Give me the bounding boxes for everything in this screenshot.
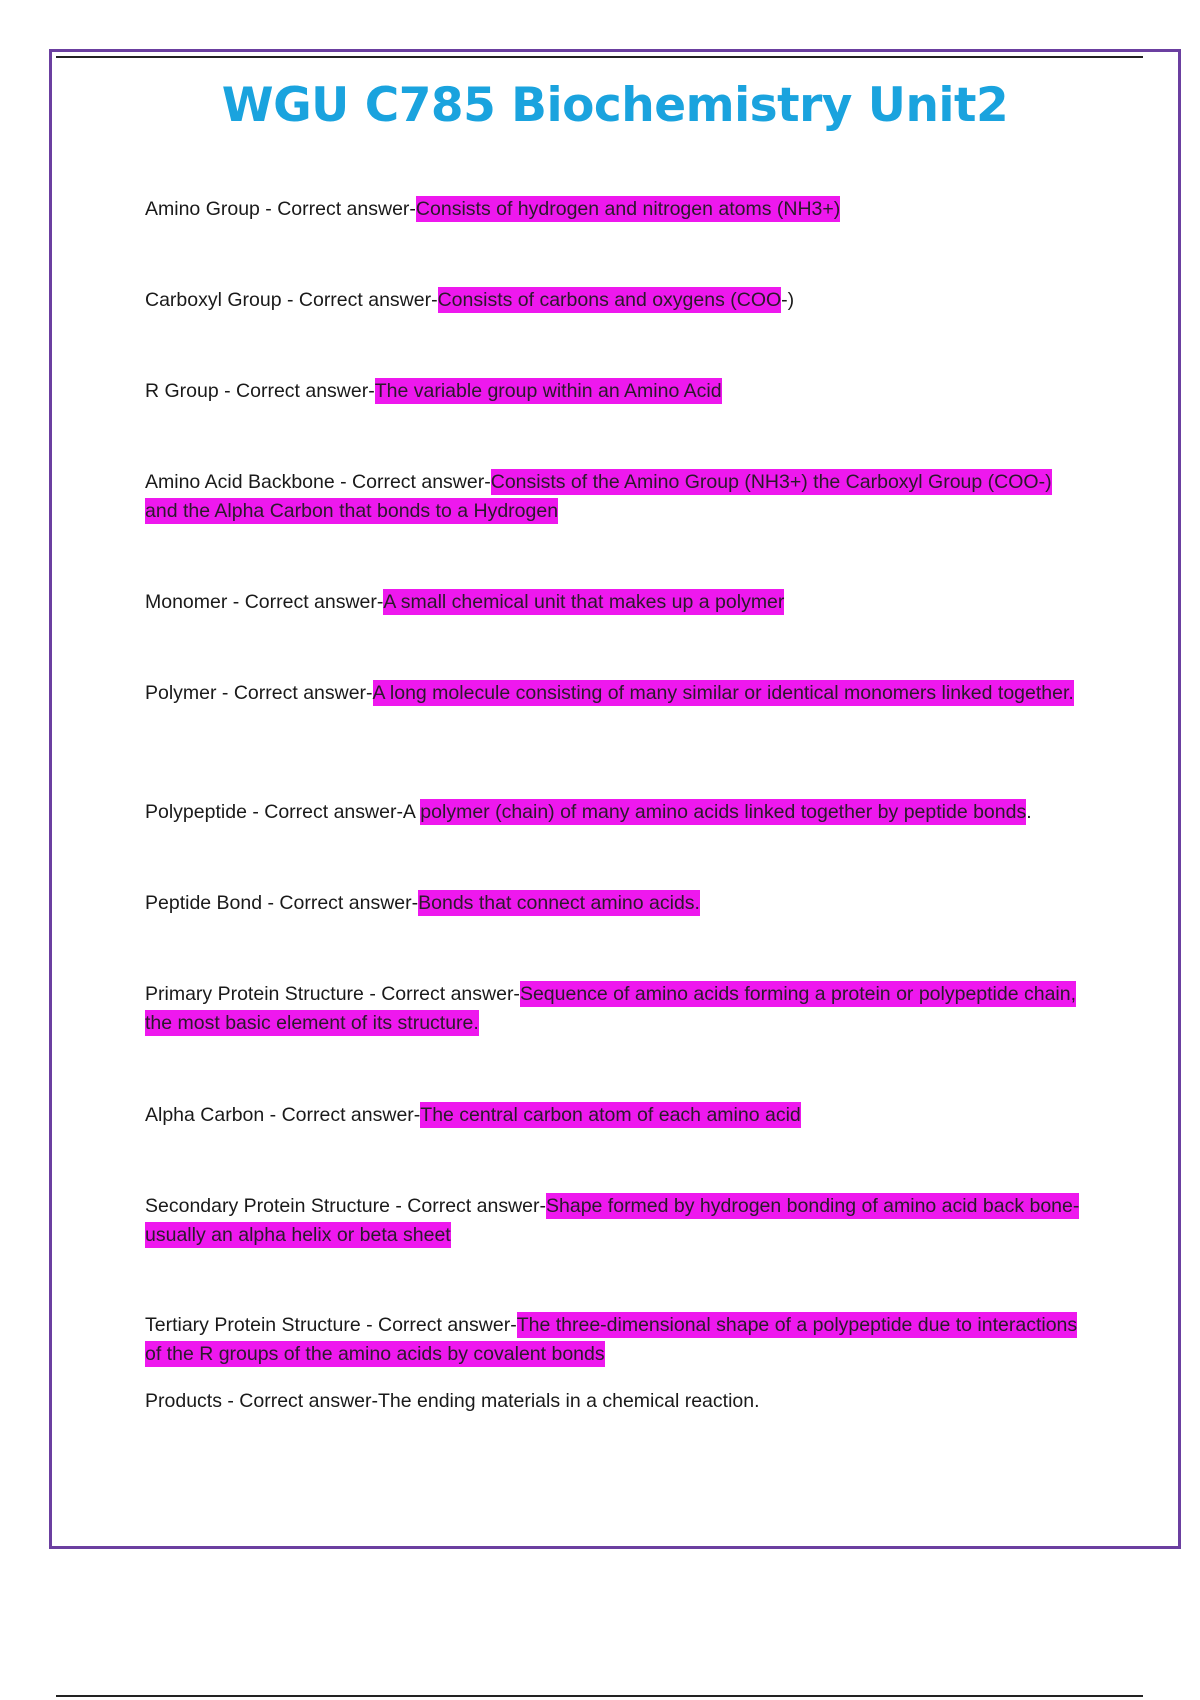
flashcard-entry	[145, 468, 1085, 526]
entry-term: Tertiary Protein Structure - Correct answer-	[145, 1314, 517, 1336]
entry-term: Carboxyl Group - Correct answer-	[145, 289, 438, 311]
flashcard-entry	[145, 889, 1085, 918]
entry-term: Polypeptide - Correct answer-A	[145, 801, 421, 823]
entry-term: Products - Correct answer-The ending materials in a chemical reaction.	[145, 1390, 760, 1412]
entry-term: Alpha Carbon - Correct answer-	[145, 1104, 421, 1126]
entry-answer-highlight: The central carbon atom of each amino acid	[420, 1104, 801, 1126]
flashcard-entry	[145, 1192, 1085, 1250]
flashcard-entry	[145, 377, 1085, 406]
flashcard-entry	[145, 798, 1085, 827]
flashcard-entry	[145, 1101, 1085, 1130]
entry-trailing: -)	[781, 289, 795, 311]
flashcard-entry	[145, 1387, 1085, 1416]
entry-term: Secondary Protein Structure - Correct answer-	[145, 1195, 546, 1217]
entry-term: R Group - Correct answer-	[145, 380, 375, 402]
entry-answer-highlight: The three-dimensional shape of a polypeptide due to interactions of the R groups of the amino acids by covalent bonds	[145, 1314, 1078, 1365]
entry-term: Primary Protein Structure - Correct answer-	[145, 983, 520, 1005]
entry-answer-highlight: Consists of the Amino Group (NH3+) the Carboxyl Group (COO-) and the Alpha Carbon that bonds to a Hydrogen	[145, 471, 1052, 522]
entry-term: Polymer - Correct answer-	[145, 682, 373, 704]
entry-answer-highlight: The variable group within an Amino Acid	[374, 380, 722, 402]
entry-answer-highlight: Consists of hydrogen and nitrogen atoms (NH3+)	[415, 198, 841, 220]
entry-answer-highlight: A long molecule consisting of many similar or identical monomers linked together.	[372, 682, 1074, 704]
top-divider	[56, 56, 1143, 58]
entry-answer-highlight: A small chemical unit that makes up a polymer	[383, 591, 785, 613]
flashcard-entry	[145, 286, 1085, 315]
entry-answer-highlight: Sequence of amino acids forming a protein or polypeptide chain, the most basic element of its structure.	[145, 983, 1077, 1034]
flashcard-entry	[145, 980, 1085, 1038]
entry-term: Monomer - Correct answer-	[145, 591, 384, 613]
entry-term: Amino Group - Correct answer-	[145, 198, 416, 220]
bottom-divider	[56, 1695, 1143, 1697]
entry-answer-highlight: polymer (chain) of many amino acids linked together by peptide bonds	[420, 801, 1027, 823]
entry-answer-highlight: Shape formed by hydrogen bonding of amino acid back bone- usually an alpha helix or beta sheet	[145, 1195, 1080, 1246]
flashcard-entry	[145, 1311, 1085, 1369]
entry-answer-highlight: Consists of carbons and oxygens (COO	[437, 289, 782, 311]
flashcard-entry	[145, 195, 1085, 224]
entry-term: Peptide Bond - Correct answer-	[145, 892, 419, 914]
document-title: WGU C785 Biochemistry Unit2	[221, 78, 1009, 133]
flashcard-entry	[145, 588, 1085, 617]
entry-trailing: .	[1026, 801, 1032, 823]
flashcard-entry	[145, 679, 1085, 708]
entry-term: Amino Acid Backbone - Correct answer-	[145, 471, 491, 493]
entry-answer-highlight: Bonds that connect amino acids.	[418, 892, 700, 914]
